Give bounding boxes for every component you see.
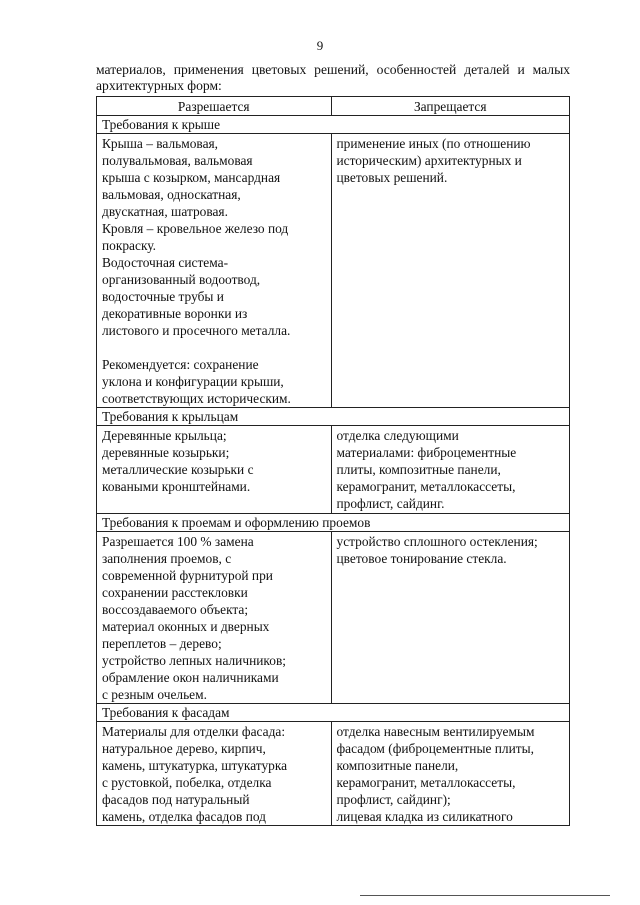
scan-border-line	[360, 895, 610, 896]
intro-line-1: материалов, применения цветовых решений, особенностей деталей и малых	[96, 62, 570, 77]
intro-paragraph	[96, 62, 570, 94]
forbidden-cell-roof: применение иных (по отношению историческим) архитектурных и цветовых решений.	[331, 134, 570, 408]
content-row-openings	[97, 532, 570, 704]
section-title-facades: Требования к фасадам	[97, 704, 570, 722]
allowed-cell-facades: Материалы для отделки фасада: натуральное дерево, кирпич, камень, штукатурка, штукатурка с рустовкой, побелка, отделка фасадов под натуральный камень, отделка фасадов под	[97, 722, 332, 826]
content-row-porch	[97, 426, 570, 514]
requirements-table	[96, 96, 570, 826]
header-allowed: Разрешается	[97, 97, 332, 116]
forbidden-cell-openings: устройство сплошного остекления; цветовое тонирование стекла.	[331, 532, 570, 704]
section-title-porch: Требования к крыльцам	[97, 408, 570, 426]
section-row-roof	[97, 116, 570, 134]
forbidden-cell-porch: отделка следующими материалами: фиброцементные плиты, композитные панели, керамогранит, металлокассеты, профлист, сайдинг.	[331, 426, 570, 514]
allowed-cell-porch: Деревянные крыльца; деревянные козырьки; металлические козырьки с коваными кронштейнами.	[97, 426, 332, 514]
section-row-openings	[97, 514, 570, 532]
section-title-roof: Требования к крыше	[97, 116, 570, 134]
section-row-porch	[97, 408, 570, 426]
section-row-facades	[97, 704, 570, 722]
content-row-roof	[97, 134, 570, 408]
allowed-cell-openings: Разрешается 100 % замена заполнения проемов, с современной фурнитурой при сохранении расстекловки воссоздаваемого объекта; материал оконных и дверных переплетов – дерево; устройство лепных наличников; обрамление окон наличниками с резным очельем.	[97, 532, 332, 704]
header-row	[97, 97, 570, 116]
intro-line-2: архитектурных форм:	[96, 78, 222, 93]
page-number: 9	[316, 38, 324, 53]
section-title-openings: Требования к проемам и оформлению проемов	[97, 514, 570, 532]
content-row-facades	[97, 722, 570, 826]
forbidden-cell-facades: отделка навесным вентилируемым фасадом (фиброцементные плиты, композитные панели, керамогранит, металлокассеты, профлист, сайдинг); лицевая кладка из силикатного	[331, 722, 570, 826]
allowed-cell-roof: Крыша – вальмовая, полувальмовая, вальмовая крыша с козырком, мансардная вальмовая, односкатная, двускатная, шатровая. Кровля – кровельное железо под покраску. Водосточная система- организованный водоотвод, водосточные трубы и декоративные воронки из листового и просечного металла. Рекомендуется: сохранение уклона и конфигурации крыши, соответствующих историческим.	[97, 134, 332, 408]
header-forbidden: Запрещается	[331, 97, 570, 116]
